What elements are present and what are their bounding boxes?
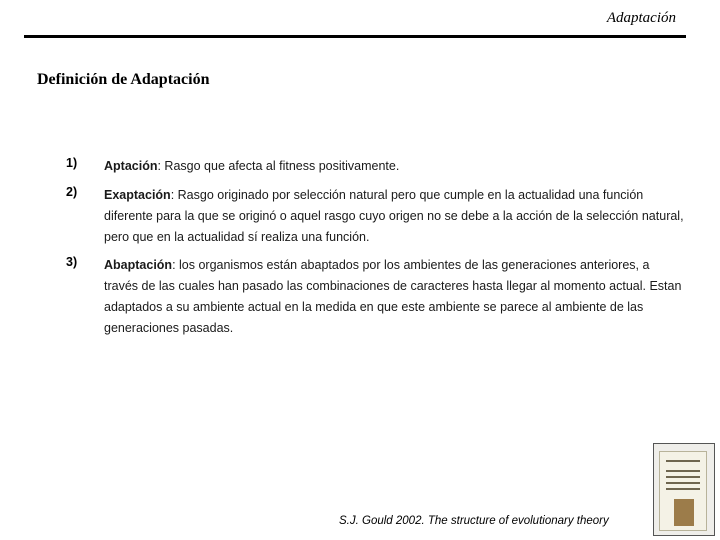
cover-text-line (666, 460, 700, 462)
book-cover-icon (653, 443, 715, 536)
item-text (104, 185, 684, 248)
item-number: 3) (66, 255, 78, 269)
cover-illustration (674, 499, 694, 526)
cover-text-line (666, 470, 700, 472)
book-cover-art (659, 451, 707, 531)
citation: S.J. Gould 2002. The structure of evolutionary theory (339, 515, 609, 527)
header-title: Adaptación (606, 10, 676, 26)
item-definition: : Rasgo originado por selección natural pero que cumple en la actualidad una función diferente para la que se originó o aquel rasgo cuyo origen no se debe a la acción de la selección natural, pero que en la actualidad sí realiza una función. (104, 188, 684, 244)
header-divider (24, 35, 686, 38)
item-term: Abaptación (104, 258, 173, 272)
item-number: 1) (66, 156, 78, 170)
item-definition: : Rasgo que afecta al fitness positivamente. (157, 159, 400, 173)
page-title: Definición de Adaptación (37, 71, 210, 88)
cover-text-line (666, 482, 700, 484)
item-term: Exaptación (104, 188, 171, 202)
item-text (104, 255, 684, 339)
item-term: Aptación (104, 159, 158, 173)
cover-text-line (666, 476, 700, 478)
item-text (104, 156, 684, 177)
cover-text-line (666, 488, 700, 490)
item-number: 2) (66, 185, 78, 199)
item-definition: : los organismos están abaptados por los ambientes de las generaciones anteriores, a través de las cuales han pasado las combinaciones de caracteres hasta llegar al momento actual. Estan adaptados a su ambiente actual en la medida en que este ambiente se parece al ambiente de las generaciones pasadas. (104, 258, 682, 335)
